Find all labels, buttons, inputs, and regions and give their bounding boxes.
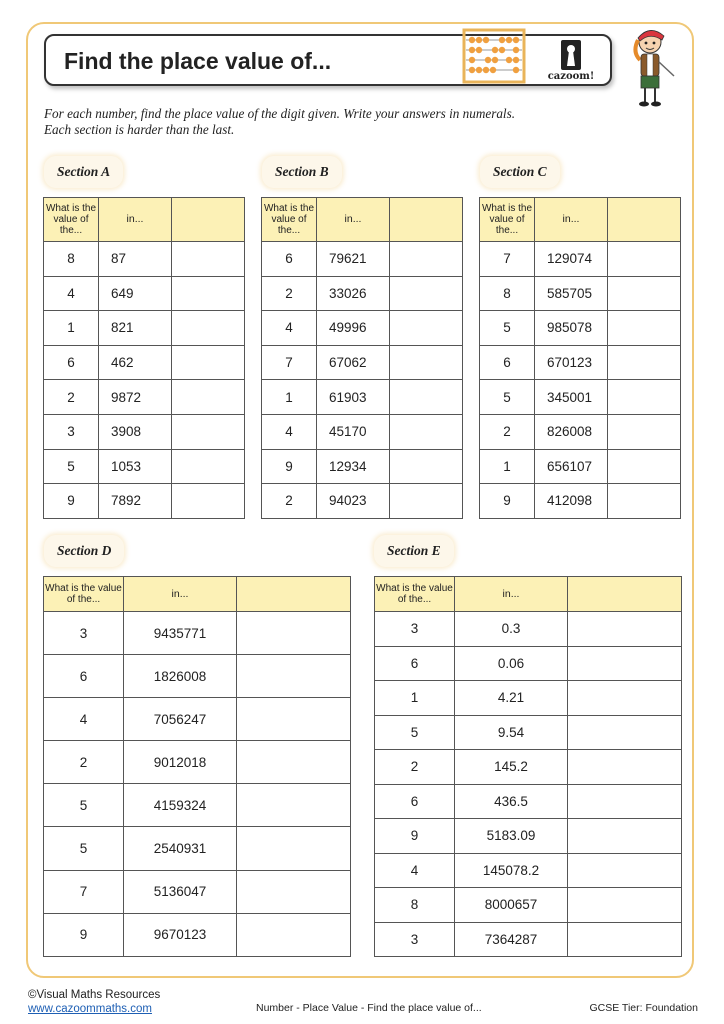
- answer-cell[interactable]: [568, 922, 682, 957]
- table-row: [480, 345, 681, 380]
- number-cell: 985078: [535, 311, 608, 346]
- number-cell: 670123: [535, 345, 608, 380]
- number-cell: 94023: [317, 484, 390, 519]
- number-cell: 585705: [535, 276, 608, 311]
- digit-cell: 7: [44, 870, 124, 913]
- number-cell: 49996: [317, 311, 390, 346]
- digit-cell: 2: [44, 741, 124, 784]
- number-cell: 9435771: [124, 612, 237, 655]
- answer-cell[interactable]: [608, 311, 681, 346]
- logo-text: cazoom!: [547, 71, 595, 82]
- answer-cell[interactable]: [568, 750, 682, 785]
- number-cell: 4.21: [455, 681, 568, 716]
- digit-cell: 6: [375, 646, 455, 681]
- table-row: [480, 242, 681, 277]
- table-row: [44, 449, 245, 484]
- footer-credits: [28, 988, 160, 1016]
- answer-cell[interactable]: [568, 784, 682, 819]
- digit-cell: 3: [375, 922, 455, 957]
- number-cell: 67062: [317, 345, 390, 380]
- digit-cell: 3: [44, 414, 99, 449]
- answer-cell[interactable]: [608, 449, 681, 484]
- number-cell: 412098: [535, 484, 608, 519]
- answer-cell[interactable]: [390, 345, 463, 380]
- answer-cell[interactable]: [608, 414, 681, 449]
- table-row: [262, 311, 463, 346]
- answer-cell[interactable]: [608, 276, 681, 311]
- cazoom-logo: [542, 38, 600, 84]
- number-cell: 9670123: [124, 913, 237, 956]
- number-cell: 129074: [535, 242, 608, 277]
- instruction-line: For each number, find the place value of the digit given. Write your answers in numerals.: [44, 106, 516, 121]
- answer-cell[interactable]: [172, 276, 245, 311]
- table-row: [375, 819, 682, 854]
- table-row: [480, 484, 681, 519]
- number-cell: 4159324: [124, 784, 237, 827]
- table-row: [375, 715, 682, 750]
- table-row: [375, 853, 682, 888]
- table-row: [480, 276, 681, 311]
- copyright-text: ©Visual Maths Resources: [28, 989, 161, 1001]
- table-row: [375, 681, 682, 716]
- header-answer: [390, 198, 463, 242]
- table-row: [262, 345, 463, 380]
- number-cell: 7056247: [124, 698, 237, 741]
- digit-cell: 5: [44, 784, 124, 827]
- number-cell: 3908: [99, 414, 172, 449]
- header-answer: [608, 198, 681, 242]
- header-answer: [568, 577, 682, 612]
- digit-cell: 8: [480, 276, 535, 311]
- number-cell: 462: [99, 345, 172, 380]
- number-cell: 61903: [317, 380, 390, 415]
- number-cell: 0.06: [455, 646, 568, 681]
- table-row: [44, 311, 245, 346]
- table-row: [44, 784, 351, 827]
- header-what: What is the value of the...: [480, 198, 535, 242]
- number-cell: 8000657: [455, 888, 568, 923]
- abacus-icon: [462, 28, 526, 84]
- digit-cell: 9: [480, 484, 535, 519]
- table-row: [44, 741, 351, 784]
- table-row: [44, 345, 245, 380]
- digit-cell: 4: [262, 414, 317, 449]
- answer-cell[interactable]: [237, 655, 351, 698]
- answer-cell[interactable]: [390, 242, 463, 277]
- answer-cell[interactable]: [390, 311, 463, 346]
- table-row: [262, 242, 463, 277]
- digit-cell: 5: [44, 449, 99, 484]
- answer-cell[interactable]: [390, 380, 463, 415]
- digit-cell: 8: [44, 242, 99, 277]
- page-title: Find the place value of...: [64, 48, 332, 74]
- answer-cell[interactable]: [237, 827, 351, 870]
- section-a-table: [43, 197, 245, 519]
- number-cell: 87: [99, 242, 172, 277]
- header-in: in...: [535, 198, 608, 242]
- number-cell: 12934: [317, 449, 390, 484]
- answer-cell[interactable]: [568, 853, 682, 888]
- table-row: [262, 449, 463, 484]
- digit-cell: 1: [480, 449, 535, 484]
- digit-cell: 6: [375, 784, 455, 819]
- table-row: [375, 646, 682, 681]
- digit-cell: 4: [262, 311, 317, 346]
- number-cell: 33026: [317, 276, 390, 311]
- answer-cell[interactable]: [172, 449, 245, 484]
- header-what: What is the value of the...: [262, 198, 317, 242]
- table-row: [44, 242, 245, 277]
- footer-topic: Number - Place Value - Find the place value of...: [256, 1002, 482, 1014]
- section-d-label: Section D: [44, 535, 124, 567]
- section-e-table: [374, 576, 682, 957]
- answer-cell[interactable]: [172, 414, 245, 449]
- header-in: in...: [124, 577, 237, 612]
- answer-cell[interactable]: [237, 612, 351, 655]
- table-row: [480, 311, 681, 346]
- digit-cell: 7: [480, 242, 535, 277]
- section-a-label: Section A: [44, 156, 123, 188]
- title-box: [44, 34, 612, 86]
- digit-cell: 9: [44, 484, 99, 519]
- digit-cell: 1: [262, 380, 317, 415]
- number-cell: 0.3: [455, 612, 568, 647]
- header-what: What is the value of the...: [44, 577, 124, 612]
- answer-cell[interactable]: [237, 913, 351, 956]
- answer-cell[interactable]: [390, 276, 463, 311]
- digit-cell: 2: [262, 276, 317, 311]
- answer-cell[interactable]: [608, 345, 681, 380]
- table-row: [44, 612, 351, 655]
- answer-cell[interactable]: [608, 242, 681, 277]
- answer-cell[interactable]: [390, 414, 463, 449]
- answer-cell[interactable]: [237, 870, 351, 913]
- digit-cell: 8: [375, 888, 455, 923]
- table-row: [44, 698, 351, 741]
- answer-cell[interactable]: [390, 449, 463, 484]
- number-cell: 345001: [535, 380, 608, 415]
- answer-cell[interactable]: [172, 380, 245, 415]
- section-c-label: Section C: [480, 156, 560, 188]
- digit-cell: 3: [44, 612, 124, 655]
- digit-cell: 4: [44, 698, 124, 741]
- number-cell: 9.54: [455, 715, 568, 750]
- table-row: [375, 922, 682, 957]
- section-b-table: [261, 197, 463, 519]
- number-cell: 7892: [99, 484, 172, 519]
- table-row: [480, 380, 681, 415]
- answer-cell[interactable]: [568, 888, 682, 923]
- answer-cell[interactable]: [172, 484, 245, 519]
- table-row: [262, 414, 463, 449]
- answer-cell[interactable]: [237, 698, 351, 741]
- table-row: [480, 449, 681, 484]
- table-row: [480, 414, 681, 449]
- header-answer: [237, 577, 351, 612]
- digit-cell: 9: [262, 449, 317, 484]
- digit-cell: 5: [44, 827, 124, 870]
- digit-cell: 1: [44, 311, 99, 346]
- table-row: [44, 380, 245, 415]
- number-cell: 1053: [99, 449, 172, 484]
- number-cell: 1826008: [124, 655, 237, 698]
- digit-cell: 2: [480, 414, 535, 449]
- number-cell: 436.5: [455, 784, 568, 819]
- number-cell: 656107: [535, 449, 608, 484]
- table-row: [44, 870, 351, 913]
- answer-cell[interactable]: [237, 784, 351, 827]
- section-d-table: [43, 576, 351, 957]
- answer-cell[interactable]: [608, 380, 681, 415]
- number-cell: 79621: [317, 242, 390, 277]
- answer-cell[interactable]: [237, 741, 351, 784]
- digit-cell: 3: [375, 612, 455, 647]
- number-cell: 9012018: [124, 741, 237, 784]
- digit-cell: 2: [375, 750, 455, 785]
- table-row: [44, 913, 351, 956]
- number-cell: 7364287: [455, 922, 568, 957]
- digit-cell: 6: [262, 242, 317, 277]
- section-e-label: Section E: [374, 535, 454, 567]
- table-row: [44, 276, 245, 311]
- digit-cell: 6: [44, 655, 124, 698]
- table-row: [375, 750, 682, 785]
- answer-cell[interactable]: [172, 242, 245, 277]
- digit-cell: 5: [375, 715, 455, 750]
- header-answer: [172, 198, 245, 242]
- number-cell: 649: [99, 276, 172, 311]
- digit-cell: 6: [44, 345, 99, 380]
- header-what: What is the value of the...: [375, 577, 455, 612]
- section-c-table: [479, 197, 681, 519]
- table-row: [262, 380, 463, 415]
- table-row: [262, 276, 463, 311]
- table-row: [44, 484, 245, 519]
- footer-tier: GCSE Tier: Foundation: [589, 1002, 698, 1014]
- table-row: [44, 414, 245, 449]
- answer-cell[interactable]: [568, 819, 682, 854]
- digit-cell: 2: [262, 484, 317, 519]
- answer-cell[interactable]: [608, 484, 681, 519]
- digit-cell: 1: [375, 681, 455, 716]
- number-cell: 2540931: [124, 827, 237, 870]
- answer-cell[interactable]: [172, 311, 245, 346]
- digit-cell: 9: [44, 913, 124, 956]
- digit-cell: 5: [480, 380, 535, 415]
- header-in: in...: [455, 577, 568, 612]
- pirate-mascot-icon: [628, 26, 678, 112]
- number-cell: 9872: [99, 380, 172, 415]
- website-link[interactable]: www.cazoommaths.com: [28, 1003, 152, 1015]
- number-cell: 5183.09: [455, 819, 568, 854]
- number-cell: 5136047: [124, 870, 237, 913]
- instruction-line: Each section is harder than the last.: [44, 122, 235, 137]
- instructions: [44, 106, 664, 138]
- number-cell: 145078.2: [455, 853, 568, 888]
- digit-cell: 4: [44, 276, 99, 311]
- table-row: [375, 888, 682, 923]
- answer-cell[interactable]: [390, 484, 463, 519]
- header-in: in...: [99, 198, 172, 242]
- section-b-label: Section B: [262, 156, 342, 188]
- table-row: [44, 827, 351, 870]
- keyhole-icon: [542, 38, 600, 72]
- table-row: [262, 484, 463, 519]
- table-row: [44, 655, 351, 698]
- digit-cell: 5: [480, 311, 535, 346]
- header-what: What is the value of the...: [44, 198, 99, 242]
- digit-cell: 9: [375, 819, 455, 854]
- table-row: [375, 784, 682, 819]
- answer-cell[interactable]: [568, 646, 682, 681]
- digit-cell: 2: [44, 380, 99, 415]
- answer-cell[interactable]: [568, 681, 682, 716]
- number-cell: 145.2: [455, 750, 568, 785]
- answer-cell[interactable]: [568, 612, 682, 647]
- digit-cell: 7: [262, 345, 317, 380]
- number-cell: 45170: [317, 414, 390, 449]
- number-cell: 821: [99, 311, 172, 346]
- header-in: in...: [317, 198, 390, 242]
- digit-cell: 6: [480, 345, 535, 380]
- number-cell: 826008: [535, 414, 608, 449]
- digit-cell: 4: [375, 853, 455, 888]
- table-row: [375, 612, 682, 647]
- answer-cell[interactable]: [568, 715, 682, 750]
- answer-cell[interactable]: [172, 345, 245, 380]
